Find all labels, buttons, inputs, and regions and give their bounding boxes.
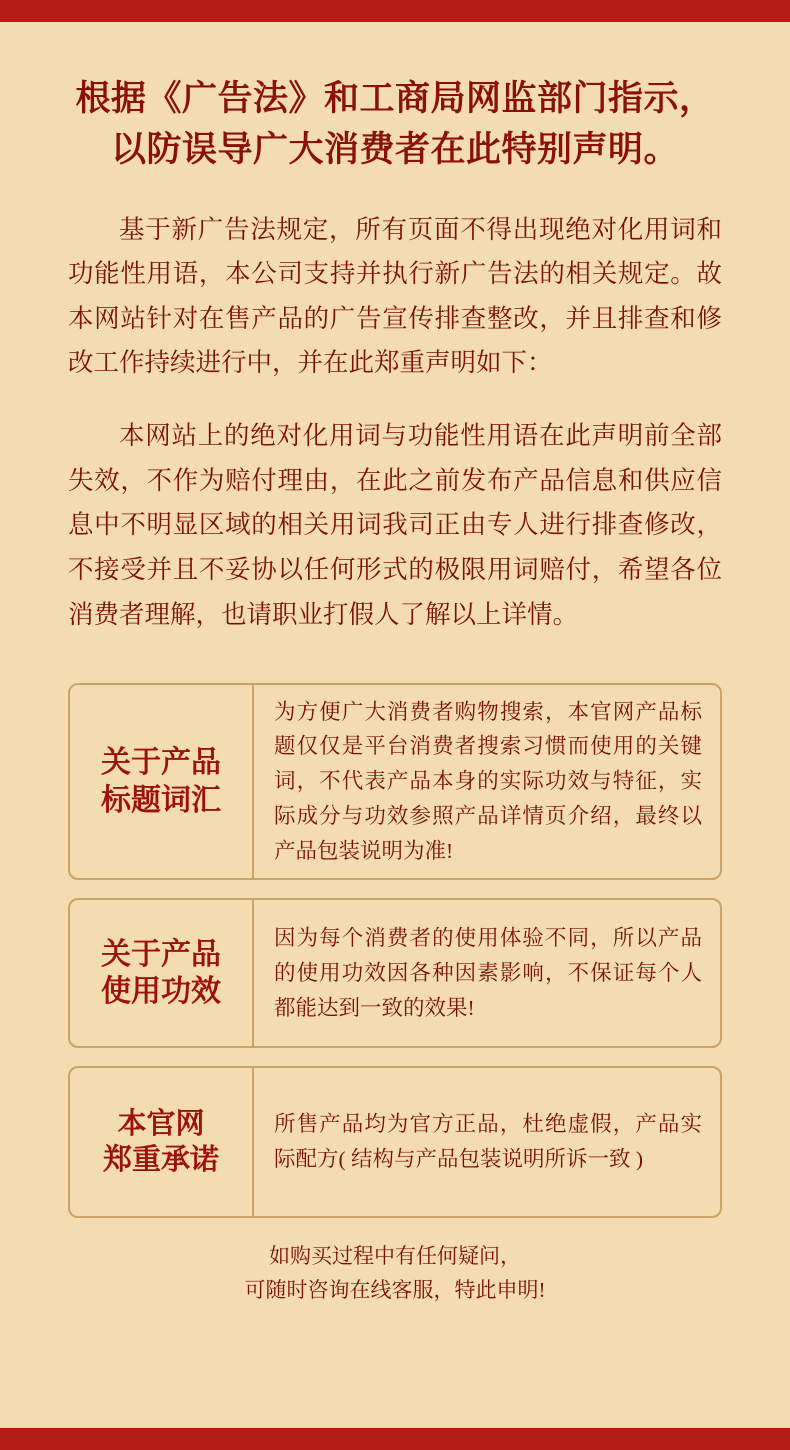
card-body-text: 为方便广大消费者购物搜索，本官网产品标题仅仅是平台消费者搜索习惯而使用的关键词，不代表产品本身的实际功效与特征，实际成分与功效参照产品详情页介绍，最终以产品包装说明为准!	[274, 699, 702, 863]
statement-panel	[0, 22, 790, 1428]
card-label	[70, 685, 254, 878]
statement-paragraph-1: 基于新广告法规定，所有页面不得出现绝对化用词和功能性用语，本公司支持并执行新广告法的相关规定。故本网站针对在售产品的广告宣传排查整改，并且排查和修改工作持续进行中，并在此郑重声明如下：	[68, 214, 722, 378]
card-label-line-2: 标题词汇	[101, 783, 221, 817]
statement-card-product-effect	[68, 898, 722, 1048]
card-body-text: 因为每个消费者的使用体验不同，所以产品的使用功效因各种因素影响，不保证每个人都能达到一致的效果!	[274, 925, 702, 1020]
statement-card-list	[68, 683, 722, 1218]
page-title	[68, 22, 722, 176]
statement-paragraph-2: 本网站上的绝对化用词与功能性用语在此声明前全部失效，不作为赔付理由，在此之前发布产品信息和供应信息中不明显区域的相关用词我司正由专人进行排查修改，不接受并且不妥协以任何形式的极限用词赔付，希望各位消费者理解，也请职业打假人了解以上详情。	[68, 421, 722, 629]
bottom-red-band	[0, 1428, 790, 1450]
page-title-line-1: 根据《广告法》和工商局网监部门指示，	[75, 79, 715, 118]
statement-card-product-title	[68, 683, 722, 880]
page-title-line-2: 以防误导广大消费者在此特别声明。	[110, 129, 679, 169]
card-label-line-2: 郑重承诺	[102, 1144, 219, 1177]
top-red-band	[0, 0, 790, 22]
footer-line-2: 可随时咨询在线客服，特此申明!	[244, 1277, 546, 1302]
footer-note	[68, 1240, 722, 1307]
card-label-line-1: 关于产品	[101, 937, 221, 971]
card-label	[70, 1068, 254, 1216]
card-label	[70, 900, 254, 1046]
card-label-line-1: 关于产品	[101, 746, 221, 780]
card-body-text: 所售产品均为官方正品，杜绝虚假，产品实际配方( 结构与产品包装说明所诉一致 )	[274, 1112, 702, 1172]
card-label-line-2: 使用功效	[101, 975, 221, 1009]
statement-card-official-promise	[68, 1066, 722, 1218]
card-label-line-1: 本官网	[117, 1107, 205, 1140]
footer-line-1: 如购买过程中有任何疑问，	[269, 1244, 521, 1269]
